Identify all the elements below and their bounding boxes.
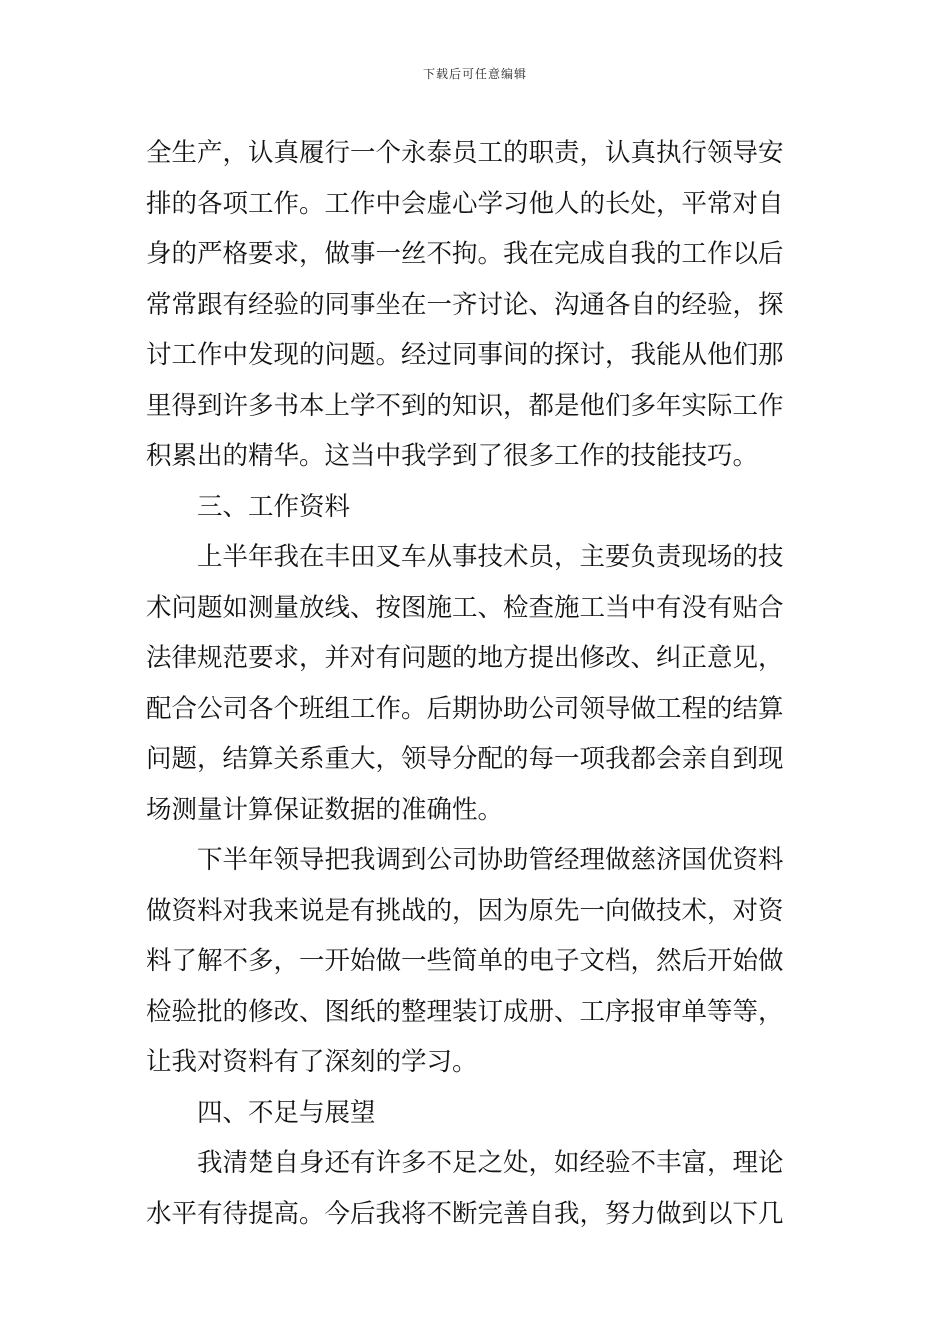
text-line: 法律规范要求，并对有问题的地方提出修改、纠正意见， (146, 643, 784, 673)
text-line: 做资料对我来说是有挑战的，因为原先一向做技术，对资 (146, 895, 784, 926)
text-line: 料了解不多，一开始做一些简单的电子文档，然后开始做 (146, 946, 784, 976)
document-body (146, 128, 810, 1239)
text-line: 检验批的修改、图纸的整理装订成册、工序报审单等等， (146, 996, 784, 1027)
text-line: 术问题如测量放线、按图施工、检查施工当中有没有贴合 (146, 592, 784, 623)
text-line: 身的严格要求，做事一丝不拘。我在完成自我的工作以后 (146, 239, 784, 269)
paragraph-start-line: 上半年我在丰田叉车从事技术员，主要负责现场的技 (197, 542, 784, 572)
text-line: 排的各项工作。工作中会虚心学习他人的长处，平常对自 (146, 188, 784, 219)
text-line: 积累出的精华。这当中我学到了很多工作的技能技巧。 (146, 441, 759, 471)
text-line: 全生产，认真履行一个永泰员工的职责，认真执行领导安 (146, 138, 784, 168)
header-note: 下载后可任意编辑 (422, 67, 527, 81)
text-line: 讨工作中发现的问题。经过同事间的探讨，我能从他们那 (146, 340, 784, 370)
paragraph-start-line: 下半年领导把我调到公司协助管经理做慈济国优资料 (197, 845, 784, 875)
section-heading: 三、工作资料 (197, 491, 351, 522)
text-line: 常常跟有经验的同事坐在一齐讨论、沟通各自的经验，探 (146, 289, 784, 320)
text-line: 水平有待提高。今后我将不断完善自我，努力做到以下几 (146, 1198, 784, 1229)
text-line: 里得到许多书本上学不到的知识，都是他们多年实际工作 (146, 390, 784, 421)
text-line: 配合公司各个班组工作。后期协助公司领导做工程的结算 (146, 693, 784, 724)
section-heading: 四、不足与展望 (197, 1097, 376, 1128)
text-line: 场测量计算保证数据的准确性。 (146, 794, 504, 825)
text-line: 问题，结算关系重大，领导分配的每一项我都会亲自到现 (146, 744, 784, 774)
text-line: 让我对资料有了深刻的学习。 (146, 1047, 478, 1077)
paragraph-start-line: 我清楚自身还有许多不足之处，如经验不丰富，理论 (197, 1148, 784, 1178)
